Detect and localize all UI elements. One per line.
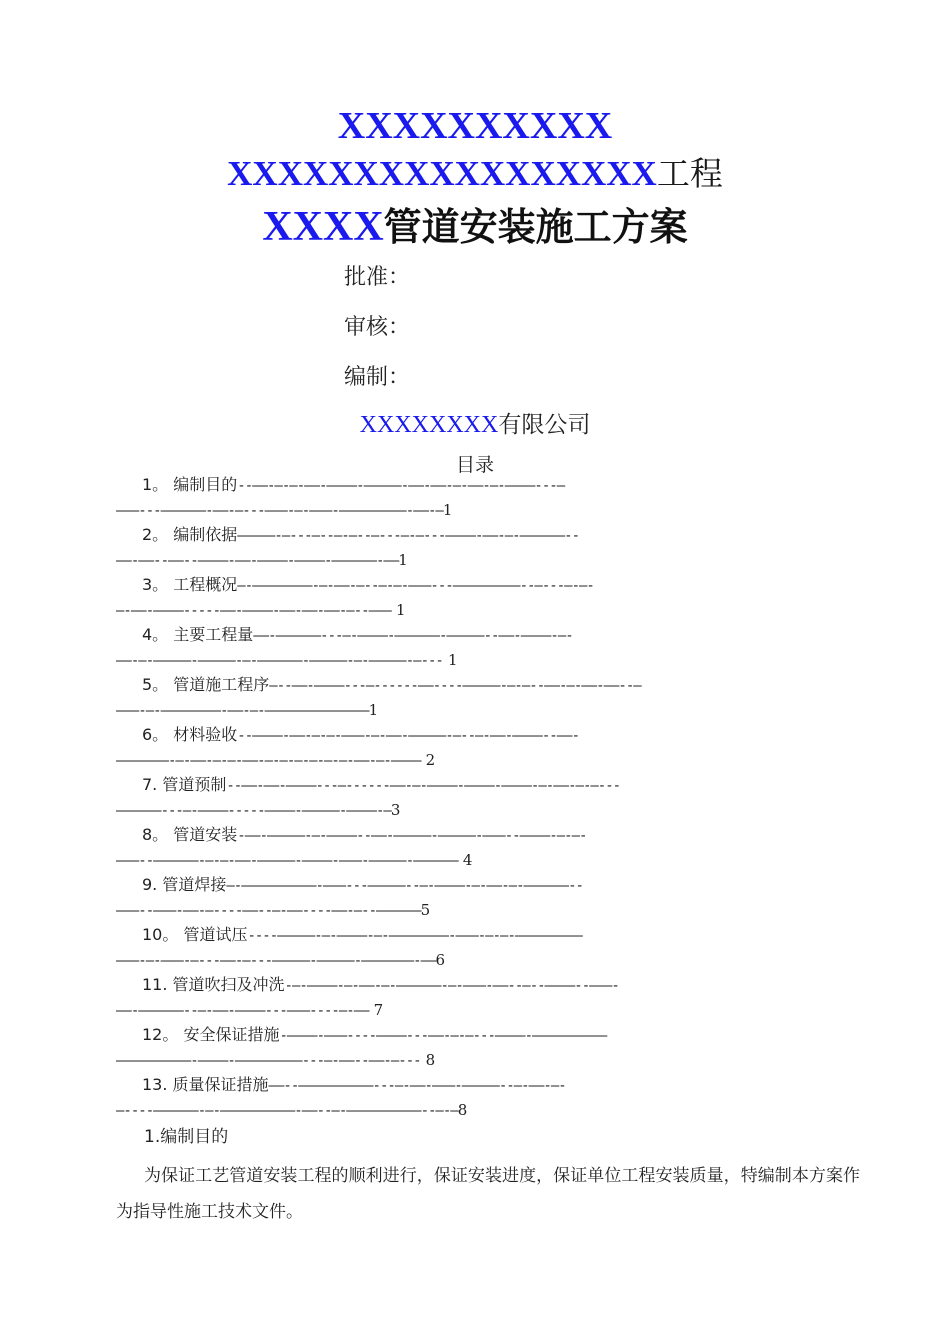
toc-item-label: 13. 质量保证措施	[142, 1075, 269, 1094]
toc-page-number: 6	[435, 951, 445, 969]
toc-item-label: 11. 管道吹扫及冲洗	[142, 975, 285, 994]
company-name	[0, 406, 950, 439]
toc-item-label: 9. 管道焊接	[142, 875, 227, 894]
title-suffix-2: 工程	[656, 154, 723, 193]
toc-leader: --————-——-—-—-———-—-——-—————-—--—-——-————--——-	[237, 728, 580, 744]
toc-title: 目录	[455, 454, 494, 476]
toc-leader: ——-—-—————-—————-—-——————-—————-—-—————-—---	[116, 653, 443, 669]
toc-item[interactable]	[116, 472, 860, 522]
toc-leader: ——--——————————---—-——-———-—————--—-——-—-	[268, 1078, 566, 1094]
toc-leader: ——————---—-————-----————-—————-————-—	[116, 803, 391, 819]
title-placeholder-1: XXXXXXXXXX	[337, 105, 613, 147]
company-placeholder: XXXXXXXX	[359, 412, 499, 438]
toc-item-label: 3。 工程概况	[142, 575, 238, 594]
toc-item-label: 7. 管道预制	[142, 775, 227, 794]
toc-item-label: 5。 管道施工程序	[142, 675, 270, 694]
toc-page-number: 4	[462, 851, 473, 869]
toc-leader: ——-——————--—-——-————---———----—-——	[116, 1003, 369, 1019]
toc-item[interactable]	[116, 672, 860, 722]
toc-page-number: 1	[368, 701, 379, 719]
title-placeholder-3: XXXX	[262, 204, 384, 250]
toc-leader: -————-———----————---——-—-—---————-——————————	[279, 1028, 607, 1044]
compile-label: 编制：	[344, 365, 411, 390]
toc-leader: —-——————————-———---—————--—-————-—-——-—-——————--	[226, 878, 583, 894]
toc-item[interactable]	[116, 622, 860, 672]
toc-item-label: 10。 管道试压	[142, 925, 248, 944]
toc-item-label: 8。 管道安装	[142, 825, 238, 844]
toc-item[interactable]	[116, 872, 860, 922]
toc-item[interactable]	[116, 1022, 860, 1072]
toc-item[interactable]	[116, 572, 860, 622]
toc-leader: —--——-————---—------——----—————-—-—--——-—-——-——--—	[269, 678, 641, 694]
toc-page-number: 1	[447, 651, 458, 669]
title-placeholder-2: XXXXXXXXXXXXXXXXX	[227, 154, 657, 193]
toc-item[interactable]	[116, 722, 860, 772]
toc-leader: ——————————-————-—————————---—-——--——-—---	[116, 1053, 421, 1069]
toc-page-number: 7	[373, 1001, 384, 1019]
toc-leader: ———---——————-——-—---———-—-———-—————————-——-—	[116, 503, 443, 519]
toc-leader: —----——————-—-——————————-——--—-——————————--—-—	[116, 1103, 458, 1119]
toc-leader: ——-——--——--————-——-————-————-——————-——	[116, 553, 399, 569]
toc-item[interactable]	[116, 822, 860, 872]
toc-leader: ———-—-———-—---——-—---—————-—————-———————-——	[116, 953, 436, 969]
toc-page-number: 5	[420, 901, 431, 919]
title-suffix-3: 管道安装施工方案	[383, 205, 688, 249]
toc-item[interactable]	[116, 972, 860, 1022]
section-heading: 1.编制目的	[144, 1127, 229, 1147]
toc-page-number: 3	[390, 801, 401, 819]
toc-item-label: 4。 主要工程量	[142, 625, 254, 644]
toc-leader: —-——-————-----——-————-——-——-——-—--———	[116, 603, 391, 619]
toc-page-number: 1	[442, 501, 453, 519]
toc-leader: ———————-—-——-—-—-——-—-—-—-—-—-—-——-—-————	[116, 753, 421, 769]
toc-leader: ----—————-—-————-—-————————-———-—-—-—————————	[247, 928, 582, 944]
toc-leader: —-————————-—-——-—--—-—-———---—————————--—---—-—-	[237, 578, 594, 594]
toc-leader: ———--———-——-—----——--—-——----——-—--——————	[116, 903, 421, 919]
toc-leader: --——-—-—-——-————-—————-——-——-—-——-—-————---—	[237, 478, 565, 494]
toc-item-label: 1。 编制目的	[142, 475, 238, 494]
company-suffix: 有限公司	[498, 412, 591, 438]
toc-item-label: 2。 编制依据	[142, 525, 238, 544]
toc-page-number: 8	[425, 1051, 436, 1069]
toc-item[interactable]	[116, 922, 860, 972]
toc-leader: —————-—---—--—-—--—---—-—---————-——-—-——————--	[237, 528, 580, 544]
toc-leader: ———--——————-—-—-——-—————-————-———-—————-——————	[116, 853, 458, 869]
toc-leader: ——-——————---—-————-——————-—————--——-————-—-	[253, 628, 573, 644]
toc-item[interactable]	[116, 772, 860, 822]
toc-page-number: 1	[395, 601, 406, 619]
approve-label: 批准：	[344, 265, 411, 290]
document-title-line-2	[0, 150, 950, 198]
review-label: 审核：	[344, 315, 411, 340]
table-of-contents	[116, 472, 860, 1122]
toc-item-label: 6。 材料验收	[142, 725, 238, 744]
toc-item[interactable]	[116, 522, 860, 572]
toc-leader: --——-——-————---—------——-—-————-————-————-—-——-—-—---	[226, 778, 621, 794]
document-title-line-3	[0, 198, 950, 255]
document-title-line-1	[0, 100, 950, 151]
toc-item[interactable]	[116, 1072, 860, 1122]
toc-leader: -——-—————-—-————--——-—————-—————-———--————-—-—-	[237, 828, 587, 844]
toc-page-number: 2	[425, 751, 436, 769]
toc-page-number: 1	[398, 551, 408, 569]
section-body-paragraph: 为保证工艺管道安装工程的顺利进行，保证安装进度，保证单位工程安装质量，特编制本方案作为指导性施工技术文件。	[116, 1166, 860, 1222]
toc-leader: ———-—-————————-——-—-——————————————	[116, 703, 369, 719]
toc-page-number: 8	[457, 1101, 468, 1119]
toc-item-label: 12。 安全保证措施	[142, 1025, 280, 1044]
toc-leader: -—-————-—-——-—-——————-—-———-——--—--————--———-	[284, 978, 619, 994]
